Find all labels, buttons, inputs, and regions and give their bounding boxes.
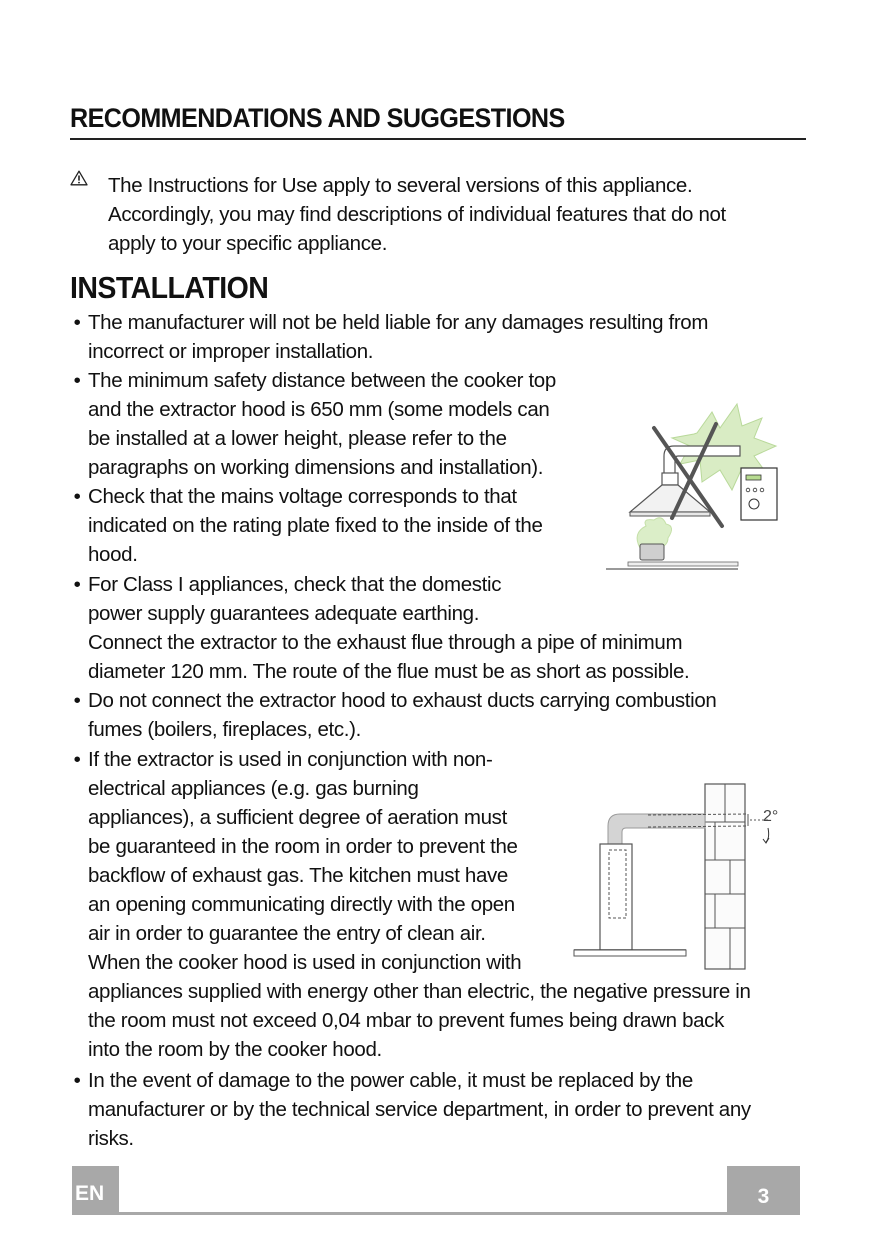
slope-angle-indicator — [750, 808, 778, 843]
boiler-icon — [741, 468, 777, 520]
item-line: the room must not exceed 0,04 mbar to prevent fumes being drawn back — [88, 1009, 724, 1032]
item-line: incorrect or improper installation. — [88, 340, 374, 363]
item-line: risks. — [88, 1127, 134, 1150]
item-line: an opening communicating directly with the open — [88, 893, 515, 916]
item-line: When the cooker hood is used in conjunction with — [88, 951, 522, 974]
item-line: If the extractor is used in conjunction with non- — [88, 748, 493, 771]
item-line: appliances), a sufficient degree of aeration must — [88, 806, 507, 829]
item-line: In the event of damage to the power cable, it must be replaced by the — [88, 1069, 693, 1092]
warning-line: apply to your specific appliance. — [108, 232, 388, 255]
item-line: For Class I appliances, check that the domestic — [88, 573, 502, 596]
item-line: power supply guarantees adequate earthing. — [88, 602, 480, 625]
warning-text — [108, 171, 788, 258]
warning-line: Accordingly, you may find descriptions of individual features that do not — [108, 203, 726, 226]
item-line: air in order to guarantee the entry of clean air. — [88, 922, 486, 945]
cooktop-icon — [606, 562, 738, 569]
item-line: Connect the extractor to the exhaust flue through a pipe of minimum — [88, 631, 683, 654]
section-divider — [70, 138, 806, 140]
item-line: backflow of exhaust gas. The kitchen must have — [88, 864, 508, 887]
warning-triangle-icon — [70, 170, 88, 186]
duct-slope-illustration — [570, 782, 785, 972]
item-line: electrical appliances (e.g. gas burning — [88, 777, 419, 800]
item-line: diameter 120 mm. The route of the flue must be as short as possible. — [88, 660, 690, 683]
item-line: The manufacturer will not be held liable for any damages resulting from — [88, 311, 709, 334]
footer-divider — [72, 1212, 800, 1215]
bullet: • — [73, 1069, 81, 1092]
language-badge: EN — [72, 1166, 119, 1214]
item-line: Check that the mains voltage corresponds to that — [88, 485, 517, 508]
section-title: RECOMMENDATIONS AND SUGGESTIONS — [70, 103, 565, 133]
steaming-pot-icon — [637, 518, 671, 560]
installation-title: INSTALLATION — [70, 270, 269, 305]
bullet: • — [73, 369, 81, 392]
page-number: 3 — [727, 1166, 800, 1214]
bullet: • — [73, 573, 81, 596]
item-line: indicated on the rating plate fixed to the inside of the — [88, 514, 543, 537]
slope-angle-label: 2° — [763, 808, 779, 825]
item-line: Do not connect the extractor hood to exhaust ducts carrying combustion — [88, 689, 717, 712]
item-line: into the room by the cooker hood. — [88, 1038, 382, 1061]
hood-chimney-icon — [574, 844, 686, 956]
item-line: fumes (boilers, fireplaces, etc.). — [88, 718, 361, 741]
item-line: and the extractor hood is 650 mm (some models can — [88, 398, 550, 421]
item-line: be installed at a lower height, please refer to the — [88, 427, 507, 450]
item-line: hood. — [88, 543, 138, 566]
item-line: The minimum safety distance between the cooker top — [88, 369, 556, 392]
item-line: manufacturer or by the technical service department, in order to prevent any — [88, 1098, 751, 1121]
item-line: appliances supplied with energy other than electric, the negative pressure in — [88, 980, 751, 1003]
warning-line: The Instructions for Use apply to several versions of this appliance. — [108, 174, 693, 197]
item-line: paragraphs on working dimensions and installation). — [88, 456, 544, 479]
bullet: • — [73, 311, 81, 334]
brick-wall-icon — [705, 784, 745, 969]
bullet: • — [73, 748, 81, 771]
bullet: • — [73, 689, 81, 712]
item-line: be guaranteed in the room in order to prevent the — [88, 835, 518, 858]
bullet: • — [73, 485, 81, 508]
hood-duct-icon — [630, 446, 740, 516]
hood-clearance-illustration — [602, 398, 780, 573]
